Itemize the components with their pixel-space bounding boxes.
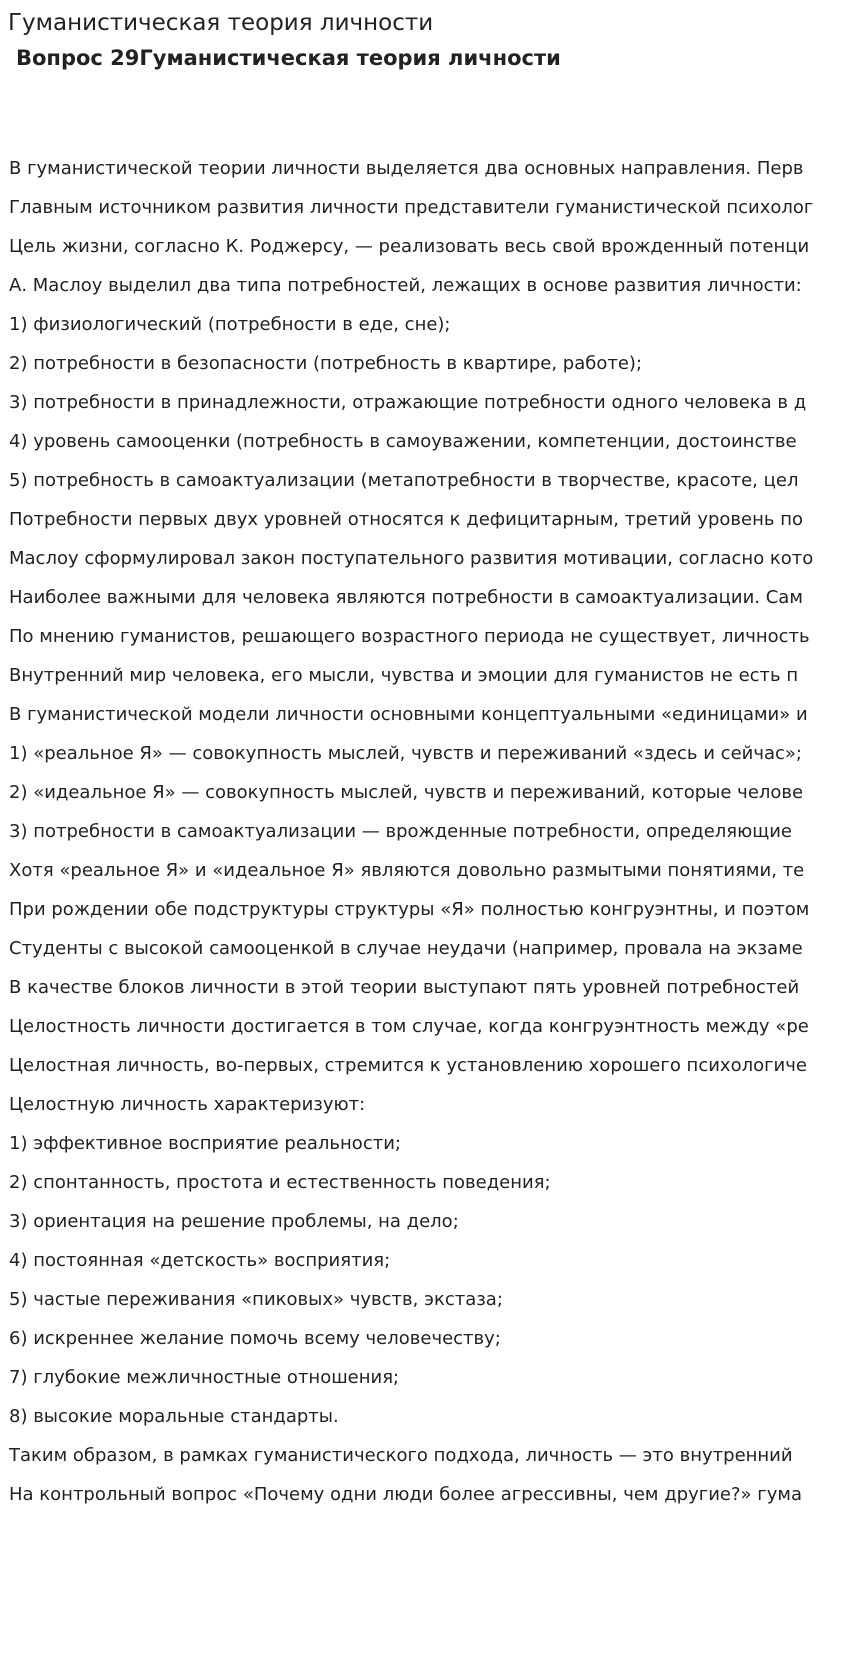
paragraph: В качестве блоков личности в этой теории выступают пять уровней потребностей [9,977,800,998]
paragraph: 1) «реальное Я» — совокупность мыслей, чувств и переживаний «здесь и сейчас»; [9,743,802,764]
paragraph: Цель жизни, согласно К. Роджерсу, — реализовать весь свой врожденный потенци [9,236,810,257]
question-heading: Вопрос 29Гуманистическая теория личности [16,46,561,70]
paragraph: Главным источником развития личности представители гуманистической психолог [9,197,814,218]
paragraph: 2) спонтанность, простота и естественность поведения; [9,1172,551,1193]
paragraph: 6) искреннее желание помочь всему человечеству; [9,1328,501,1349]
paragraph: На контрольный вопрос «Почему одни люди более агрессивны, чем другие?» гума [9,1484,802,1505]
paragraph: При рождении обе подструктуры структуры «Я» полностью конгруэнтны, и поэтом [9,899,810,920]
paragraph: Маслоу сформулировал закон поступательного развития мотивации, согласно кото [9,548,814,569]
paragraph: Наиболее важными для человека являются потребности в самоактуализации. Сам [9,587,803,608]
paragraph: 4) постоянная «детскость» восприятия; [9,1250,391,1271]
paragraph: 3) потребности в самоактуализации — врожденные потребности, определяющие [9,821,792,842]
paragraph: Потребности первых двух уровней относятся к дефицитарным, третий уровень по [9,509,803,530]
paragraph: Внутренний мир человека, его мысли, чувства и эмоции для гуманистов не есть п [9,665,799,686]
paragraph: Целостную личность характеризуют: [9,1094,366,1115]
paragraph: Целостность личности достигается в том случае, когда конгруэнтность между «ре [9,1016,809,1037]
paragraph: В гуманистической модели личности основными концептуальными «единицами» и [9,704,808,725]
paragraph: 4) уровень самооценки (потребность в самоуважении, компетенции, достоинстве [9,431,797,452]
page-title: Гуманистическая теория личности [8,10,434,36]
paragraph: 7) глубокие межличностные отношения; [9,1367,400,1388]
paragraph: 3) ориентация на решение проблемы, на дело; [9,1211,459,1232]
paragraph: 1) физиологический (потребности в еде, сне); [9,314,451,335]
paragraph: 1) эффективное восприятие реальности; [9,1133,401,1154]
paragraph: Студенты с высокой самооценкой в случае неудачи (например, провала на экзаме [9,938,803,959]
paragraph: Таким образом, в рамках гуманистического подхода, личность — это внутренний [9,1445,793,1466]
paragraph: Хотя «реальное Я» и «идеальное Я» являются довольно размытыми понятиями, те [9,860,805,881]
paragraph: 2) «идеальное Я» — совокупность мыслей, чувств и переживаний, которые челове [9,782,804,803]
paragraph: 8) высокие моральные стандарты. [9,1406,339,1427]
paragraph: А. Маслоу выделил два типа потребностей, лежащих в основе развития личности: [9,275,802,296]
paragraph: Целостная личность, во-первых, стремится к установлению хорошего психологиче [9,1055,807,1076]
paragraph: По мнению гуманистов, решающего возрастного периода не существует, личность [9,626,810,647]
paragraph: 2) потребности в безопасности (потребность в квартире, работе); [9,353,643,374]
document-body [9,156,847,1521]
paragraph: 5) частые переживания «пиковых» чувств, экстаза; [9,1289,503,1310]
paragraph: 5) потребность в самоактуализации (метапотребности в творчестве, красоте, цел [9,470,799,491]
paragraph: 3) потребности в принадлежности, отражающие потребности одного человека в д [9,392,807,413]
paragraph: В гуманистической теории личности выделяется два основных направления. Перв [9,158,804,179]
